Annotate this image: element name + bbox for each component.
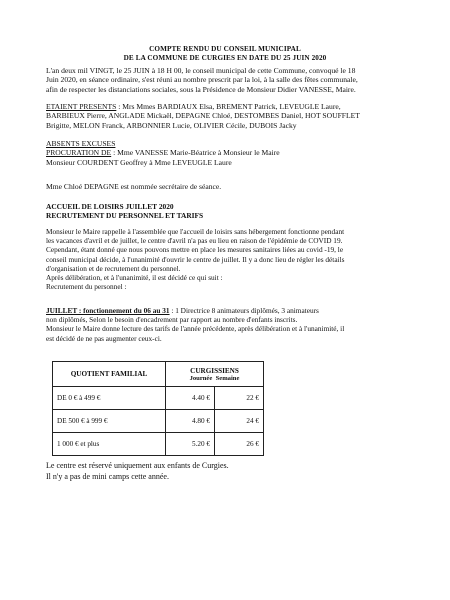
row-semaine: 24 € [215, 410, 264, 433]
july-text: non diplômés, Selon le besoin d'encadrement par rapport au nombre d'enfants inscrits. [46, 315, 298, 325]
subheader-semaine: Semaine [215, 374, 240, 382]
body-line: Monsieur le Maire rappelle à l'assemblée que l'accueil de loisirs sans hébergement fonctionne pendant [46, 227, 345, 236]
table-header-curgissiens [166, 362, 264, 387]
intro-line: Juin 2020, en séance ordinaire, s'est réuni au nombre prescrit par la loi, à la salle des fêtes communale, [46, 75, 358, 85]
table-header-curgissiens-label: CURGISSIENS [190, 366, 239, 375]
row-label: 1 000 € et plus [53, 433, 166, 456]
present-text: : Mrs Mmes BARDIAUX Elsa, BREMENT Patrick, LEVEUGLE Laure, [116, 102, 341, 111]
table-row [53, 387, 264, 410]
intro-line: L'an deux mil VINGT, le 25 JUIN à 18 H 00, le conseil municipal de cette Commune, convoqué le 18 [46, 66, 356, 75]
title-line-2: DE LA COMMUNE DE CURGIES EN DATE DU 25 JUIN 2020 [123, 54, 327, 62]
july-text: Monsieur le Maire donne lecture des tarifs de l'année précédente, après délibération et à l'unanimité, il [46, 324, 345, 334]
intro-line: afin de respecter les distanciations sociales, sous la Présidence de Monsieur Didier VANESSE, Maire. [46, 84, 356, 94]
tarifs-table [52, 361, 264, 456]
table-header-quotient: QUOTIENT FAMILIAL [53, 362, 166, 387]
table-row [53, 433, 264, 456]
row-semaine: 26 € [215, 433, 264, 456]
intro-paragraph [46, 66, 408, 94]
present-paragraph [46, 102, 408, 130]
absents-paragraph [46, 139, 408, 167]
july-text: : 1 Directrice 8 animateurs diplômés, 3 animateurs [169, 306, 319, 315]
row-label: DE 500 € à 999 € [53, 410, 166, 433]
july-text: est décidé de ne pas augmenter ceux-ci. [46, 333, 162, 343]
row-semaine: 22 € [215, 387, 264, 410]
present-text: BARBIEUX Pierre, ANGLADE Mickaël, DEPAGNE Chloé, DESTOMBES Daniel, HOT SOUFFLET [46, 111, 360, 121]
absents-label: ABSENTS EXCUSES [46, 139, 116, 148]
body-line: d'organisation et de recrutement du personnel. [46, 263, 181, 273]
procuration-label: PROCURATION DE [46, 148, 112, 158]
footer-paragraph [46, 460, 408, 482]
row-label: DE 0 € à 499 € [53, 387, 166, 410]
subheader-journee: Journée [189, 374, 213, 382]
row-journee: 5.20 € [166, 433, 215, 456]
july-label: JUILLET : fonctionnement du 06 au 31 [46, 306, 170, 315]
row-journee: 4.40 € [166, 387, 215, 410]
body-line: conseil municipal décide, à l'unanimité d'ouvrir le centre de juillet. Il y a donc lieu de régler les détails [46, 254, 345, 264]
body-line: les vacances d'avril et de juillet, le centre d'avril n'a pas eu lieu en raison de l'épidémie de COVID 19. [46, 236, 343, 246]
table-row [53, 410, 264, 433]
procuration-text: Monsieur COURDENT Geoffrey à Mme LEVEUGLE Laure [46, 157, 232, 167]
present-label: ETAIENT PRESENTS [46, 102, 117, 111]
body-line: Après délibération, et à l'unanimité, il est décidé ce qui suit : [46, 273, 223, 283]
section-title-1: ACCUEIL DE LOISIRS JUILLET 2020 [46, 202, 174, 211]
row-journee: 4.80 € [166, 410, 215, 433]
table-subheader [170, 375, 259, 382]
footer-line: Le centre est réservé uniquement aux enfants de Curgies. [46, 461, 229, 470]
procuration-text: : Mme VANESSE Marie-Béatrice à Monsieur le Maire [111, 148, 280, 158]
present-text: Brigitte, MELON Franck, ARBONNIER Lucie, OLIVIER Cécile, DUBOIS Jacky [46, 120, 297, 130]
secretary-line: Mme Chloé DEPAGNE est nommée secrétaire de séance. [46, 182, 222, 191]
body-line: Recrutement du personnel : [46, 282, 127, 292]
title-line-1: COMPTE RENDU DU CONSEIL MUNICIPAL [149, 45, 301, 53]
body-paragraph [46, 227, 408, 291]
section-title-2: RECRUTEMENT DU PERSONNEL ET TARIFS [46, 211, 204, 220]
july-paragraph [46, 306, 408, 343]
body-line: Cependant, étant donné que nous pouvons mettre en place les mesures sanitaires liées au covid -19, le [46, 245, 344, 255]
footer-line: Il n'y a pas de mini camps cette année. [46, 472, 169, 481]
